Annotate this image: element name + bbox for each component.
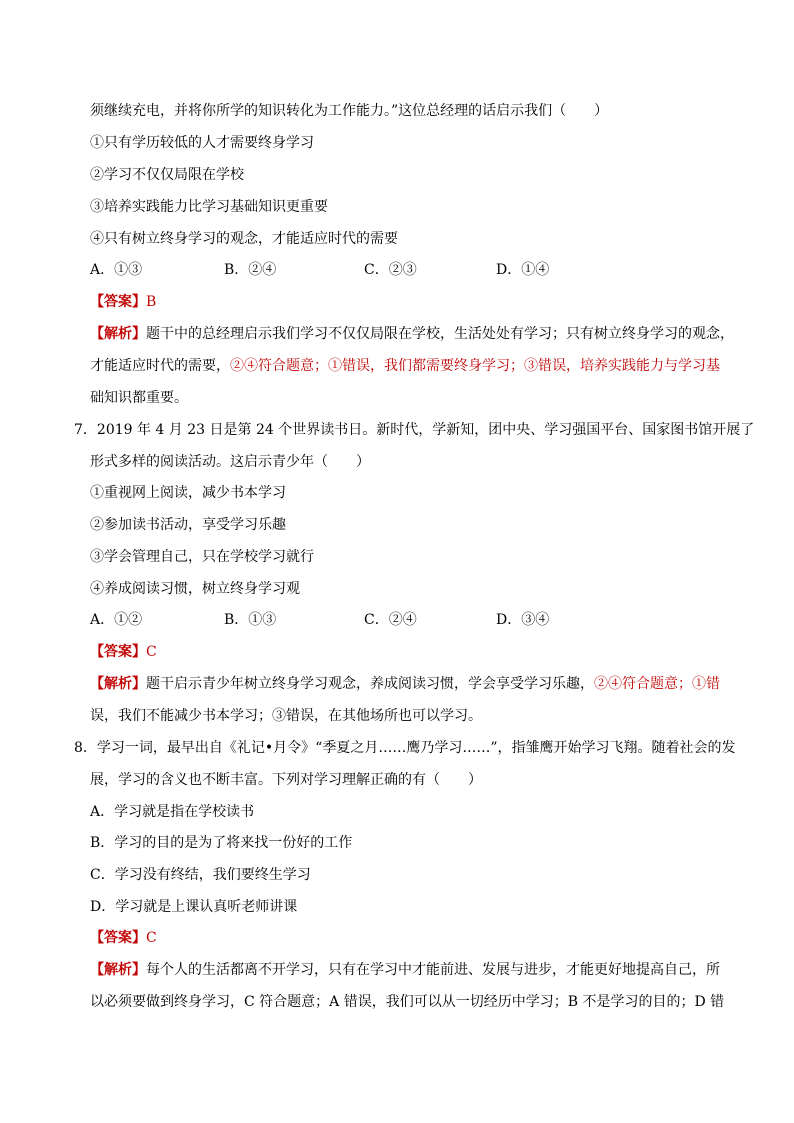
q6-analysis-line-3: 础知识都重要。 xyxy=(90,390,188,406)
q7-answer xyxy=(90,642,157,662)
analysis-label: 【解析】 xyxy=(90,962,146,978)
q6-option-c: C．②③ xyxy=(364,262,417,278)
q7-item-1: ①重视网上阅读，减少书本学习 xyxy=(90,485,286,501)
q7-item-4: ④养成阅读习惯，树立终身学习观 xyxy=(90,581,300,597)
q6-stem-tail: 须继续充电，并将你所学的知识转化为工作能力。”这位总经理的话启示我们（ ） xyxy=(90,103,609,119)
answer-value: C xyxy=(146,644,157,660)
q7-option-d: D．③④ xyxy=(496,612,550,628)
q7-option-a: A．①② xyxy=(90,612,143,628)
analysis-label: 【解析】 xyxy=(90,326,146,342)
q7-analysis-line-2: 误，我们不能减少书本学习；③错误，在其他场所也可以学习。 xyxy=(90,708,482,724)
q8-analysis-line-2: 以必须要做到终身学习，C 符合题意；A 错误，我们可以从一切经历中学习；B 不是学习的目的；D 错 xyxy=(90,994,725,1010)
q8-option-d: D．学习就是上课认真听老师讲课 xyxy=(90,899,298,915)
q8-option-c: C．学习没有终结，我们要终生学习 xyxy=(90,867,311,883)
q7-option-c: C．②④ xyxy=(364,612,417,628)
q8-stem-line-1: 8．学习一词，最早出自《礼记•月令》“季夏之月……鹰乃学习……”，指雏鹰开始学习飞翔。随着社会的发 xyxy=(74,740,736,756)
q7-analysis-line-1: 【解析】题干启示青少年树立终身学习观念，养成阅读习惯，学会享受学习乐趣，②④符合题意；①错 xyxy=(90,676,720,692)
q8-answer xyxy=(90,928,157,948)
answer-value: C xyxy=(146,930,157,946)
q8-analysis-line-1: 【解析】每个人的生活都离不开学习，只有在学习中才能前进、发展与进步，才能更好地提高自己，所 xyxy=(90,962,720,978)
analysis-label: 【解析】 xyxy=(90,676,146,692)
q7-option-b: B．①③ xyxy=(224,612,277,628)
q6-answer xyxy=(90,292,156,312)
q6-item-4: ④只有树立终身学习的观念，才能适应时代的需要 xyxy=(90,231,398,247)
answer-label: 【答案】 xyxy=(90,930,146,946)
q7-item-3: ③学会管理自己，只在学校学习就行 xyxy=(90,549,314,565)
q6-item-1: ①只有学历较低的人才需要终身学习 xyxy=(90,135,314,151)
q7-stem-line-2: 形式多样的阅读活动。这启示青少年（ ） xyxy=(90,454,370,470)
q6-analysis-line-2: 才能适应时代的需要，②④符合题意；①错误，我们都需要终身学习；③错误，培养实践能力与学习基 xyxy=(90,358,720,374)
answer-value: B xyxy=(146,294,157,310)
q8-stem-line-2: 展，学习的含义也不断丰富。下列对学习理解正确的有（ ） xyxy=(90,772,482,788)
q8-option-b: B．学习的目的是为了将来找一份好的工作 xyxy=(90,835,353,851)
q8-option-a: A．学习就是指在学校读书 xyxy=(90,804,255,820)
answer-label: 【答案】 xyxy=(90,644,146,660)
q6-item-2: ②学习不仅仅局限在学校 xyxy=(90,167,244,183)
q6-option-a: A．①③ xyxy=(90,262,143,278)
q6-option-b: B．②④ xyxy=(224,262,277,278)
q6-option-d: D．①④ xyxy=(496,262,550,278)
q6-analysis-line-1: 【解析】题干中的总经理启示我们学习不仅仅局限在学校，生活处处有学习；只有树立终身学习的观念， xyxy=(90,326,734,342)
answer-label: 【答案】 xyxy=(90,294,146,310)
q6-item-3: ③培养实践能力比学习基础知识更重要 xyxy=(90,199,328,215)
q7-item-2: ②参加读书活动，享受学习乐趣 xyxy=(90,517,286,533)
q7-stem-line-1: 7．2019 年 4 月 23 日是第 24 个世界读书日。新时代，学新知，团中央、学习强国平台、国家图书馆开展了 xyxy=(74,422,755,438)
